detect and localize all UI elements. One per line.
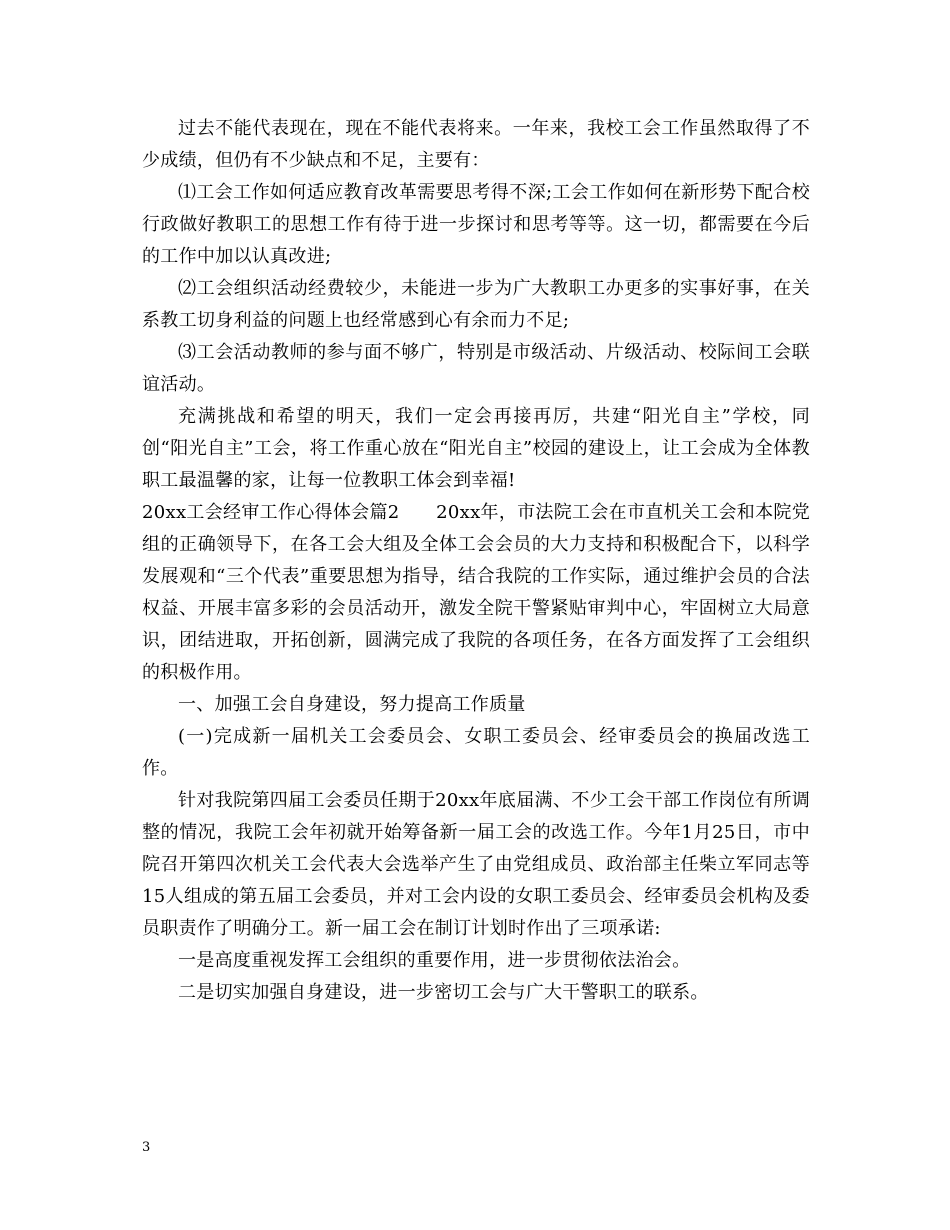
paragraph-point-3: ⑶工会活动教师的参与面不够广，特别是市级活动、片级活动、校际间工会联谊活动。 [142, 342, 810, 395]
paragraph-shortcomings-intro: 过去不能代表现在，现在不能代表将来。一年来，我校工会工作虽然取得了不少成绩，但仍有不少缺点和不足，主要有： [142, 118, 810, 171]
document-body [142, 113, 810, 1009]
paragraph-point-2: ⑵工会组织活动经费较少，未能进一步为广大教职工办更多的实事好事，在关系教工切身利益的问题上也经常感到心有余而力不足; [142, 278, 810, 331]
section-heading-1: 一、加强工会自身建设，努力提高工作质量 [178, 694, 526, 715]
paragraph-outlook: 充满挑战和希望的明天，我们一定会再接再厉，共建“阳光自主”学校，同创“阳光自主”工会，将工作重心放在“阳光自主”校园的建设上，让工会成为全体教职工最温馨的家，让每一位教职工体会到幸福! [142, 406, 810, 491]
subsection-heading-1: (一)完成新一届机关工会委员会、女职工委员会、经审委员会的换届改选工作。 [142, 726, 810, 779]
paragraph-article-2-intro: 20xx工会经审工作心得体会篇2 20xx年，市法院工会在市直机关工会和本院党组的正确领导下，在各工会大组及全体工会会员的大力支持和积极配合下，以科学发展观和“三个代表”重要思想为指导，结合我院的工作实际，通过维护会员的合法权益、开展丰富多彩的会员活动开，激发全院干警紧贴审判中心，牢固树立大局意识，团结进取，开拓创新，圆满完成了我院的各项任务，在各方面发挥了工会组织的积极作用。 [142, 502, 810, 683]
paragraph-election: 针对我院第四届工会委员任期于20xx年底届满、不少工会干部工作岗位有所调整的情况，我院工会年初就开始筹备新一届工会的改选工作。今年1月25日，市中院召开第四次机关工会代表大会选举产生了由党组成员、政治部主任柴立军同志等15人组成的第五届工会委员，并对工会内设的女职工委员会、经审委员会机构及委员职责作了明确分工。新一届工会在制订计划时作出了三项承诺: [142, 790, 810, 939]
page-number: 3 [142, 1140, 151, 1155]
paragraph-commitment-1: 一是高度重视发挥工会组织的重要作用，进一步贯彻依法治会。 [178, 950, 691, 971]
paragraph-point-1: ⑴工会工作如何适应教育改革需要思考得不深;工会工作如何在新形势下配合校行政做好教职工的思想工作有待于进一步探讨和思考等等。这一切，都需要在今后的工作中加以认真改进; [142, 182, 810, 267]
paragraph-commitment-2: 二是切实加强自身建设，进一步密切工会与广大干警职工的联系。 [178, 982, 709, 1003]
